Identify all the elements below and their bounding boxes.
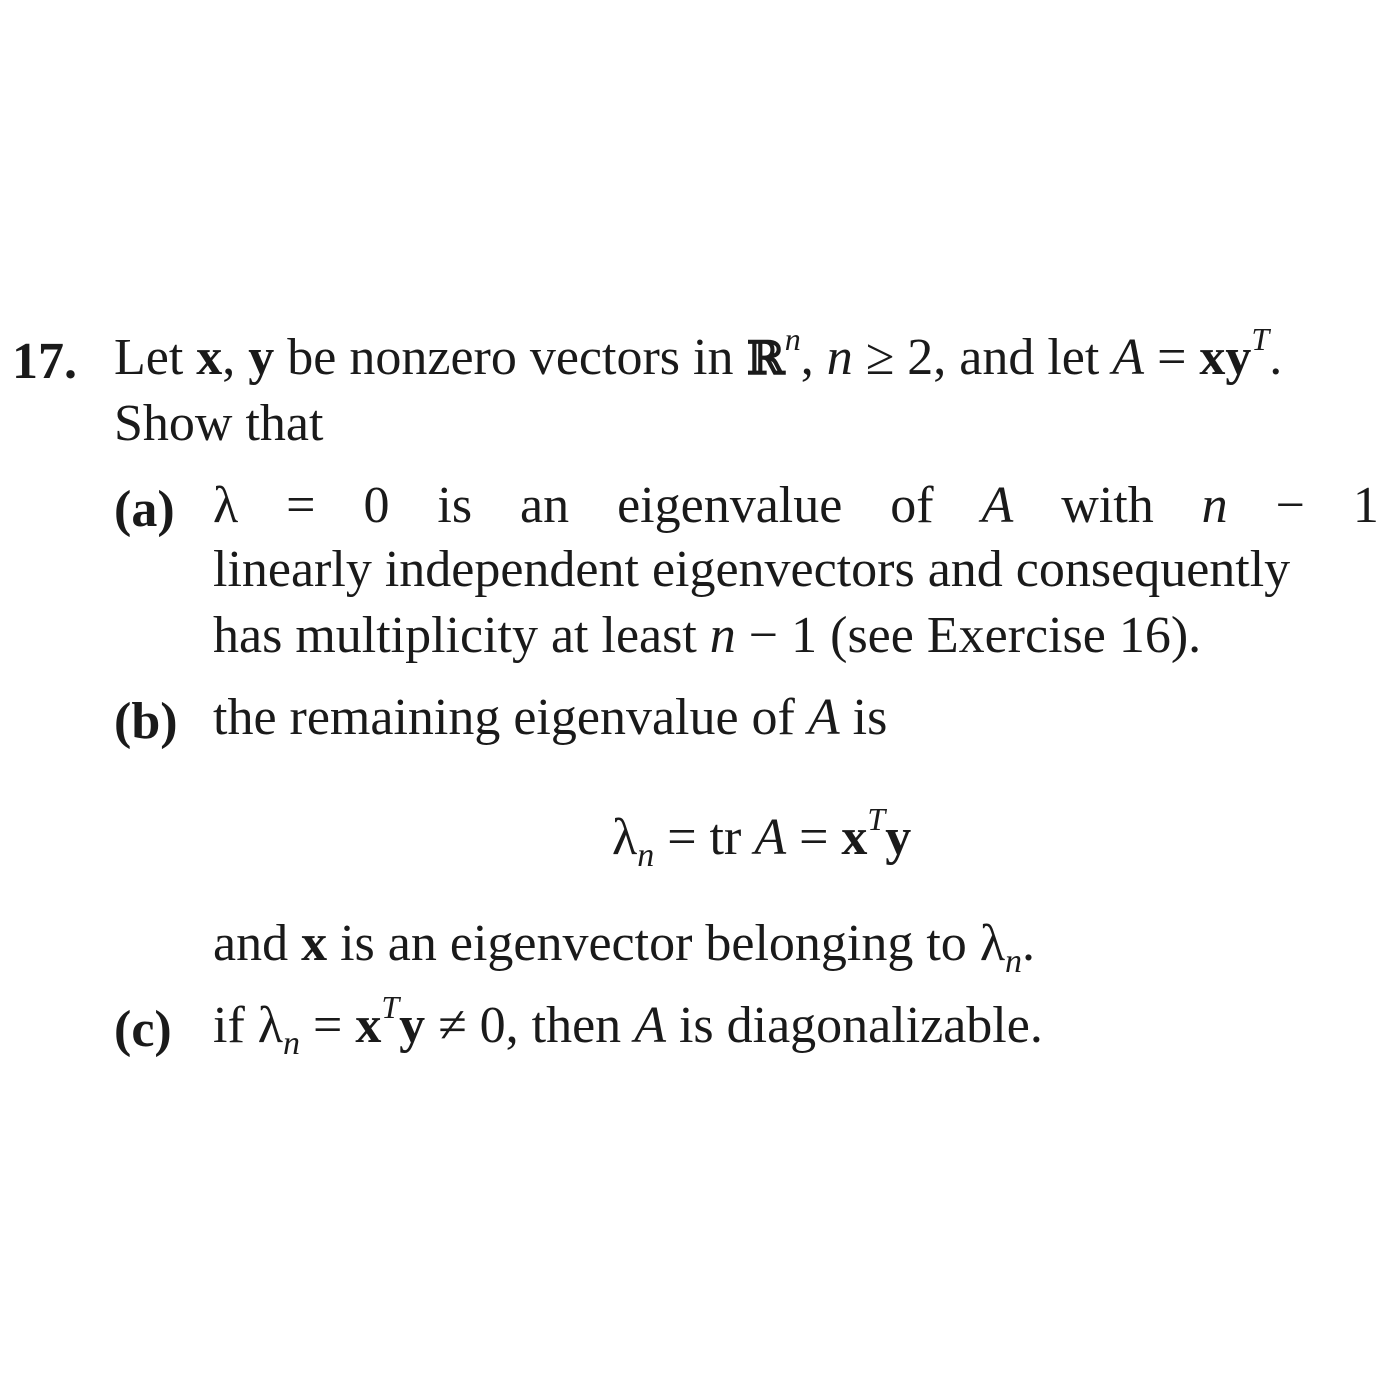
part-a-label: (a): [114, 481, 175, 538]
not-equal-zero-then: ≠ 0, then: [438, 997, 622, 1054]
display-formula: [612, 801, 912, 874]
intro-equals: =: [1157, 329, 1187, 386]
lambda-symbol: λ: [612, 809, 638, 866]
part-a-line-1: [213, 477, 1379, 534]
intro-comma-2: ,: [800, 329, 814, 386]
transpose-superscript: T: [867, 801, 886, 837]
part-b-text: [213, 689, 888, 746]
lambda-symbol: λ: [979, 915, 1006, 972]
zero: 0: [363, 477, 390, 534]
subscript-n: n: [1005, 943, 1023, 980]
lambda-symbol: λ: [257, 997, 283, 1054]
word-if: if: [213, 997, 245, 1054]
part-b-after-mid: is an eigenvector belonging to: [340, 915, 967, 972]
equals-sign: =: [286, 477, 316, 534]
matrix-A: A: [807, 689, 840, 746]
subscript-n: n: [282, 1025, 300, 1062]
vector-y: y: [885, 809, 912, 866]
part-b-after: [213, 915, 1036, 980]
matrix-A: A: [634, 997, 666, 1054]
transpose-superscript: T: [1251, 321, 1270, 357]
part-c-label: (c): [114, 1001, 172, 1058]
part-a-line-3-post: − 1 (see Exercise 16).: [748, 607, 1202, 664]
matrix-A: A: [754, 809, 787, 866]
part-b-label: (b): [114, 693, 178, 750]
real-numbers-symbol: ℝ: [746, 331, 785, 385]
variable-n: n: [1201, 477, 1228, 534]
intro-line: [114, 321, 1283, 386]
vector-x: x: [841, 809, 868, 866]
intro-let: Let: [114, 329, 184, 386]
exercise-number: 17.: [12, 333, 77, 390]
transpose-superscript: T: [381, 989, 400, 1025]
word-of: of: [890, 477, 934, 534]
matrix-A: A: [1112, 329, 1145, 386]
intro-be: be nonzero vectors in: [287, 329, 734, 386]
part-a-line-2: linearly independent eigenvectors and consequently: [213, 541, 1291, 598]
one: 1: [1352, 477, 1379, 534]
variable-n: n: [826, 329, 853, 386]
vector-y: y: [248, 329, 275, 386]
word-eigenvalue: eigenvalue: [617, 477, 843, 534]
word-with: with: [1061, 477, 1154, 534]
part-c-end: is diagonalizable.: [678, 997, 1043, 1054]
word-is: is: [437, 477, 473, 534]
part-c-text: [213, 989, 1043, 1062]
dimension-superscript: n: [784, 321, 801, 357]
vector-x: x: [196, 329, 223, 386]
vector-y: y: [399, 997, 426, 1054]
intro-geq: ≥ 2, and let: [865, 329, 1100, 386]
part-b-text-pre: the remaining eigenvalue of: [213, 689, 795, 746]
equals-sign: =: [312, 997, 343, 1054]
show-that-line: Show that: [114, 395, 324, 452]
matrix-A: A: [981, 477, 1014, 534]
word-an: an: [520, 477, 570, 534]
intro-comma: ,: [222, 329, 236, 386]
part-b-text-post: is: [852, 689, 888, 746]
intro-period: .: [1269, 329, 1283, 386]
variable-n: n: [709, 607, 736, 664]
part-b-after-end: .: [1022, 915, 1036, 972]
part-b-after-pre: and: [213, 915, 289, 972]
vector-x: x: [301, 915, 328, 972]
lambda-symbol: λ: [213, 477, 239, 534]
part-a-line-3: [213, 607, 1202, 664]
outer-product-xy: xy: [1199, 329, 1252, 386]
minus-sign: −: [1275, 477, 1305, 534]
part-a-line-3-pre: has multiplicity at least: [213, 607, 697, 664]
equals-sign: =: [799, 809, 829, 866]
equals-trace: = tr: [667, 809, 742, 866]
subscript-n: n: [637, 837, 655, 874]
vector-x: x: [355, 997, 382, 1054]
